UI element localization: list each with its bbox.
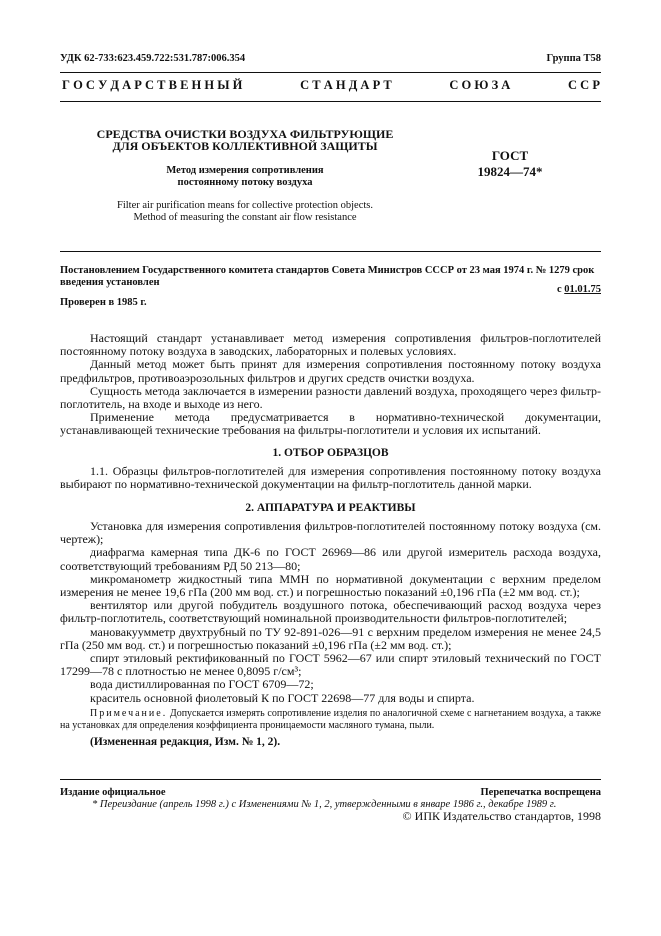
intro-paragraph: Данный метод может быть принят для измерения сопротивления постоянному потоку воздуха предфильтров, противоаэрозольных фильтров и других средств очистки воздуха. bbox=[60, 357, 601, 385]
method-subtitle bbox=[60, 165, 430, 189]
date-value: 01.01.75 bbox=[564, 284, 601, 295]
reprint-forbidden: Перепечатка воспрещена bbox=[480, 787, 601, 798]
english-line-2: Method of measuring the constant air flow resistance bbox=[133, 212, 357, 223]
top-rule bbox=[60, 72, 601, 73]
equipment-item: краситель основной фиолетовый К по ГОСТ 22698—77 для воды и спирта. bbox=[90, 690, 475, 705]
note-text: Допускается измерять сопротивление изделия по аналогичной схеме с нагнетанием воздуха, а также на установках для определения коэффициента проницаемости масляного тумана, пыли. bbox=[60, 708, 601, 731]
intro-paragraph: Настоящий стандарт устанавливает метод измерения сопротивления фильтров-поглотителей постоянному потоку воздуха в заводских, лабораторных и полевых условиях. bbox=[60, 331, 601, 359]
intro-paragraph: Применение метода предусматривается в нормативно-технической документации, устанавливающей технические требования на фильтры-поглотители и условия их испытаний. bbox=[60, 410, 601, 438]
decree-text: Постановлением Государственного комитета стандартов Совета Министров СССР от 23 мая 1974 г. № 1279 срок введения установлен bbox=[60, 265, 595, 288]
method-line-1: Метод измерения сопротивления bbox=[166, 165, 324, 176]
intro-section bbox=[60, 332, 601, 438]
copyright: © ИПК Издательство стандартов, 1998 bbox=[402, 809, 601, 823]
intro-paragraph: Сущность метода заключается в измерении разности давлений воздуха, проходящего через фильтр-поглотитель, на входе и выходе из него. bbox=[60, 383, 601, 412]
note-label: Примечание. bbox=[90, 708, 168, 719]
section-1-heading: 1. ОТБОР ОБРАЗЦОВ bbox=[272, 447, 389, 459]
banner-word-3: С О Ю З А bbox=[449, 78, 511, 92]
equipment-item: вода дистиллированная по ГОСТ 6709—72; bbox=[90, 677, 314, 692]
date-prefix: с bbox=[556, 284, 565, 295]
method-line-2: постоянному потоку воздуха bbox=[177, 177, 313, 188]
title-rule bbox=[60, 251, 601, 252]
section-1-body bbox=[60, 465, 601, 491]
checked-year: Проверен в 1985 г. bbox=[60, 297, 147, 308]
gost-label: ГОСТ bbox=[491, 148, 529, 163]
section-2-heading: 2. АППАРАТУРА И РЕАКТИВЫ bbox=[245, 502, 416, 514]
title-line-2: ДЛЯ ОБЪЕКТОВ КОЛЛЕКТИВНОЙ ЗАЩИТЫ bbox=[112, 139, 378, 153]
edited-note: (Измененная редакция, Изм. № 1, 2). bbox=[90, 736, 281, 748]
udk-code: УДК 62-733:623.459.722:531.787:006.354 bbox=[60, 53, 246, 64]
banner-word-1: Г О С У Д А Р С Т В Е Н Н Ы Й bbox=[62, 78, 243, 92]
banner-rule bbox=[60, 101, 601, 102]
english-title bbox=[60, 200, 430, 224]
gost-designation bbox=[440, 148, 580, 180]
official-edition: Издание официальное bbox=[60, 787, 166, 798]
title-line-1: СРЕДСТВА ОЧИСТКИ ВОЗДУХА ФИЛЬТРУЮЩИЕ bbox=[96, 127, 394, 141]
note bbox=[60, 708, 601, 732]
gost-number: 19824—74* bbox=[477, 164, 543, 179]
state-standard-banner bbox=[62, 78, 600, 92]
reissue-note: * Переиздание (апрель 1998 г.) с Изменениями № 1, 2, утвержденными в январе 1986 г., декабре 1989 г. bbox=[92, 799, 557, 810]
footer-rule bbox=[60, 779, 601, 780]
group-code: Группа Т58 bbox=[546, 53, 601, 64]
equipment-item: микроманометр жидкостный типа ММН по нормативной документации с верхним пределом измерения не менее 19,6 гПа (200 мм вод. ст.) и погрешностью показаний ±0,196 гПа (±2 мм вод. ст.); bbox=[60, 571, 601, 600]
section-2-body bbox=[60, 520, 601, 705]
section-1-paragraph: 1.1. Образцы фильтров-поглотителей для измерения сопротивления постоянному потоку воздуха выбирают по нормативно-технической документации на фильтр-поглотитель данной марки. bbox=[60, 464, 601, 492]
banner-word-4: С С Р bbox=[568, 78, 600, 92]
equipment-item: мановакуумметр двухтрубный по ТУ 92-891-026—91 с верхним пределом измерения не менее 24,5 гПа (250 мм вод. ст.) и погрешностью показаний ±0,196 гПа (±2 мм вод. ст.); bbox=[60, 624, 601, 652]
document-title bbox=[60, 128, 430, 152]
english-line-1: Filter air purification means for collective protection objects. bbox=[117, 200, 373, 211]
equipment-item: Установка для измерения сопротивления фильтров-поглотителей постоянному потоку воздуха (см. чертеж); bbox=[60, 519, 601, 547]
equipment-item: спирт этиловый ректификованный по ГОСТ 5962—67 или спирт этиловый технический по ГОСТ 17299—78 с плотностью не менее 0,8095 г/см³; bbox=[60, 651, 601, 679]
equipment-item: вентилятор или другой побудитель воздушного потока, обеспечивающий расход воздуха через фильтр-поглотитель, соответствующий номинальной производительности фильтров-поглотителей; bbox=[60, 598, 601, 626]
effective-date bbox=[557, 283, 601, 297]
equipment-item: диафрагма камерная типа ДК-6 по ГОСТ 26969—86 или другой измеритель расхода воздуха, соответствующий требованиям РД 50 213—80; bbox=[60, 545, 601, 573]
banner-word-2: С Т А Н Д А Р Т bbox=[300, 78, 392, 92]
